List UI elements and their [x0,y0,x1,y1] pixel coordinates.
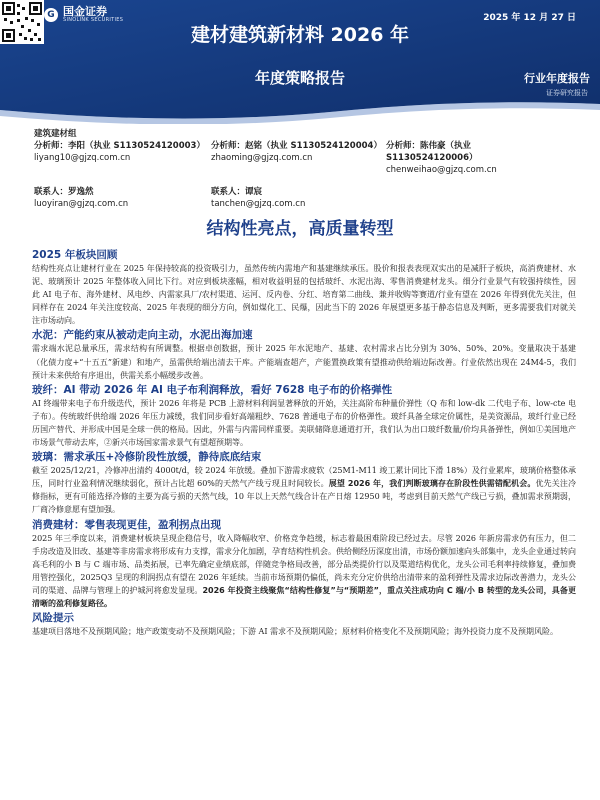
report-date: 2025 年 12 月 27 日 [483,13,576,23]
analyst-name: 分析师：陈伟豪（执业 S1130524120006） [386,141,478,163]
contact-card [211,186,386,210]
section-text-main: 2025 年三季度以来，消费建材板块呈现企稳信号，收入降幅收窄、价格竞争趋缓，标志着最困难阶段已经过去。尽管 2026 年新房需求仍有压力，但二手房改造及旧改、基建等非房需求将形成有力支撑，需求分化加剧，孕育结构性机会。供给侧经历深度出清，市场份额加速向头部集中，龙头企业通过转向高毛利的小 B 与 C 端市场、品类拓展，已率先确定业绩底部，伴随竞争格局改善，部分品类提价行以及渠道结构优化，龙头公司毛利率持续修复，叠加费用管控强化，2025Q3 呈现的利润拐点有望在 2026 年延续。当前市场预期仍偏低，尚未充分定价供给出清带来的盈利弹性及需求边际改善潜力，龙头公司的渠道、品牌与管理上的护城河将愈发显现。 [32,533,576,595]
contact-email: luoyiran@gjzq.com.cn [34,199,129,209]
contact-name: 联系人：罗逸然 [34,187,94,197]
report-headline: 结构性亮点，高质量转型 [206,219,394,239]
section-text: 结构性亮点让建材行业在 2025 年保持较高的投资吸引力，虽然传统内需地产和基建继续承压。股价和报表表现双实出的是减肝子板块，高消费建材、水泥、玻璃预计 2025 年整体收入同比下行。对应到板块涨幅，相对收益明显的包括玻纤、水泥出海、零售消费建材龙头。细分行业景气有较强持续性，因此 AI 电子布、海外建材、风电纱、内需家具厂/农村渠道、运河、反内卷、分红、培育第二曲线、兼并收购等赛道/行业有望在 2026 年得到优先关注，但同样存在 2024 年关注度较高、2025 年表现的细分方向，例如煤化工、民爆，因此当下的 2026 年展望更多基于静态信息及判断，更多需要我们对就关注市场动向。 [32,264,576,326]
section-text-tail: 优先关注冷修指标，更有可能选择冷修的主要为高亏损的天然气线，10 年以上天然气线合计在产日熔 12950 吨，考虑到目前天然气产线已亏损，叠加需求预期弱，厂商冷修意愿有望加强。 [32,479,577,515]
section-text: AI 终端带来电子布升级迭代，预计 2026 年将是 PCB 上游材料利润显著释放的开始，关注高阶布种量价弹性（Q 布和 low-dk 二代电子布、low-cte 电子布）。传统玻纤供给端 2026 年压力减缓，我们同步看好高端粗纱、7628 普通电子布的价格弹性。玻纤具备全球定价属性，是美资源品，玻纤行业已经历国产替代、并形成中国是全球一供的格局。因此，外需与内需同样重要。美联储降息通道打开，我们认为出口玻纤数量/价均具备弹性，例如①美国地产市场景气带动去库，②新兴市场国家需求景气有望超预期等。 [32,398,576,448]
report-subtitle: 年度策略报告 [254,69,345,87]
logo-mark-icon: G [44,8,58,22]
analyst-email: zhaoming@gjzq.com.cn [211,153,313,163]
section-title: 风险提示 [32,612,74,625]
contact-row [34,186,594,210]
section-title: 2025 年板块回顾 [32,249,118,261]
report-type: 行业年度报告 [524,72,590,85]
analyst-card [386,140,561,176]
contact-name: 联系人：谭宸 [211,187,263,197]
section-review [32,248,576,327]
logo-text-cn: 国金证券 [63,5,107,18]
analyst-card [211,140,386,176]
analyst-row [34,140,594,176]
section-title: 玻璃：需求承压+冷修阶段性放缓，静待底底结束 [32,451,262,464]
contact-card [34,186,211,210]
analyst-card [34,140,211,176]
section-text [32,464,576,516]
logo-text-en: SINOLINK SECURITIES [63,17,124,23]
report-header [0,0,600,124]
section-title: 水泥：产能约束从被动走向主动，水泥出海加速 [32,329,253,342]
section-cement [32,328,576,381]
contact-email: tanchen@gjzq.com.cn [211,199,306,209]
section-text [32,532,576,611]
section-fiberglass [32,383,576,449]
report-body [32,248,576,639]
report-dept: 证券研究报告 [546,89,588,97]
section-text-main: 截至 2025/12/21，冷修冲出清约 4000t/d，较 2024 年放缓。叠加下游需求疲软（25M1-M11 竣工累计同比下滑 18%）及行业累库，玻璃价格整体承压，同时行业盈利情况继续弱化，预计占比超 60%的天然气产线亏现且时间较长。 [32,466,576,489]
report-title: 建材建筑新材料 2026 年 [190,24,410,46]
analyst-name: 分析师：李阳（执业 S1130524120003） [34,141,205,151]
section-text: 需求端水泥总量承压，需求结构有所调整。根据卓创数据，预计 2025 年水泥地产、基建、农村需求占比分别为 30%、50%、20%。变量取决于基建（化债力度+“十五五”新建）和地产，虽需供给端出清去干库。产能端查超产，产能置换政策有望推动供给端边际改善。行业依然出现在 24M4-5，我们预计未来供给有序退出，供需关系小幅缓步改善。 [32,344,576,380]
qr-code-icon [0,0,44,44]
section-title: 消费建材：零售表现更佳，盈利拐点出现 [32,518,221,531]
section-risks [32,611,576,638]
analyst-block [34,128,594,210]
analyst-name: 分析师：赵铭（执业 S1130524120004） [211,141,382,151]
analyst-email: chenweihao@gjzq.com.cn [386,165,497,175]
section-text-bold: 2026 年投资主线聚焦“结构性修复”与“预期差”，重点关注成功向 C 端/小 B 转型的龙头公司，具备更清晰的盈利修复路径。 [32,585,577,608]
section-text: 基建项目落地不及预期风险；地产政策变动不及预期风险；下游 AI 需求不及预期风险；原材料价格变化不及预期风险；海外投资力度不及预期风险。 [32,627,559,637]
section-title: 玻纤：AI 带动 2026 年 AI 电子布利润释放，看好 7628 电子布的价格弹性 [32,383,393,396]
analyst-email: liyang10@gjzq.com.cn [34,153,131,163]
section-text-bold: 展望 2026 年，我们判断玻璃存在阶段性供需错配机会。 [328,479,536,489]
industry-group: 建筑建材组 [34,129,77,139]
section-glass [32,450,576,516]
section-consumer-materials [32,518,576,611]
brand-logo [44,6,123,23]
